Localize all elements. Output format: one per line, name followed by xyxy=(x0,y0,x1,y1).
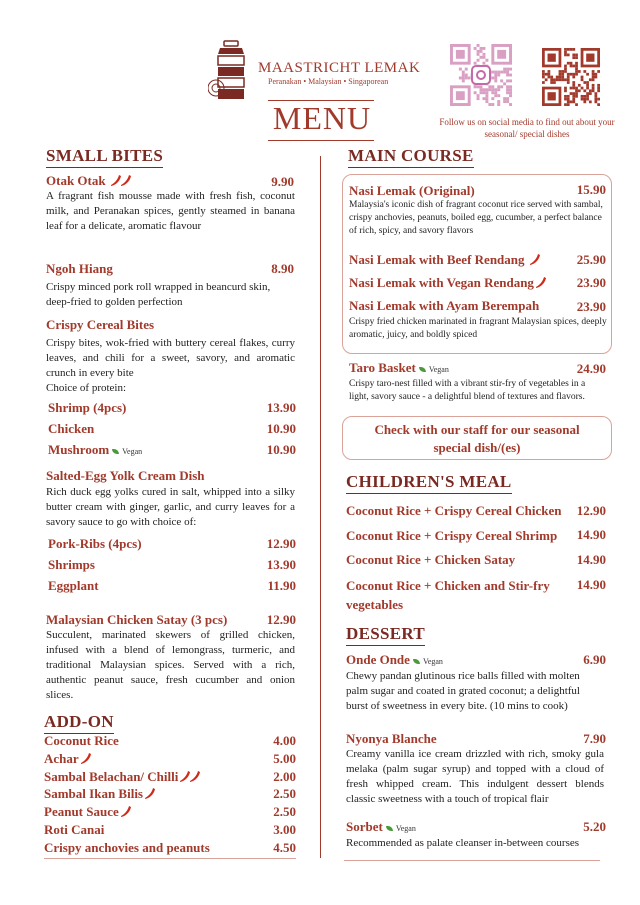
beef-rendang-label: Nasi Lemak with Beef Rendang xyxy=(349,252,525,267)
addon-item-name xyxy=(44,751,93,769)
addon-item-price: 4.00 xyxy=(273,733,296,748)
addon-item-price: 4.50 xyxy=(273,840,296,855)
seasonal-notice: Check with our staff for our seasonal special dish/(es) xyxy=(374,422,580,455)
salted-egg-name: Salted-Egg Yolk Cream Dish xyxy=(46,468,205,483)
vegan-leaf-icon xyxy=(386,826,393,831)
addon-item-name xyxy=(44,822,104,838)
main-course-heading: MAIN COURSE xyxy=(348,146,474,168)
onde-onde-name xyxy=(346,652,443,668)
sorbet-label: Sorbet xyxy=(346,819,383,834)
chili-icon xyxy=(534,275,548,293)
addon-item-name xyxy=(44,840,210,856)
bottom-rule-right xyxy=(344,860,600,861)
salted-egg-description: Rich duck egg yolks cured in salt, whipped into a silky butter cream with ginger, garlic, and curry leaves for a savory sauce to go with choice of: xyxy=(46,486,295,528)
menu-title: MENU xyxy=(272,100,372,136)
nyonya-blanche-description: Creamy vanilla ice cream drizzled with rich, smoky gula melaka (palm sugar syrup) and topped with a cloud of fresh whipped cream. This indulgent dessert blends classic sweetness with a touch of tropical flair xyxy=(346,748,604,805)
column-divider xyxy=(320,156,321,858)
nasi-lemak-price: 15.90 xyxy=(576,182,606,197)
kids-cereal-shrimp-name: Coconut Rice + Crispy Cereal Shrimp xyxy=(346,528,558,543)
kids-cereal-shrimp-price: 14.90 xyxy=(576,527,606,542)
vegan-leaf-icon xyxy=(419,367,426,372)
eggplant-option-price: 11.90 xyxy=(267,578,296,593)
ngoh-hiang-price: 8.90 xyxy=(271,261,294,276)
addon-item-name xyxy=(44,786,157,804)
mushroom-option-name xyxy=(48,442,142,458)
taro-basket-description: Crispy taro-nest filled with a vibrant stir-fry of vegetables in a light, savory sauce - a delightful blend of textures and flavors. xyxy=(349,379,586,402)
vegan-rendang-price: 23.90 xyxy=(576,275,606,290)
chili-icon xyxy=(143,786,157,804)
mushroom-label: Mushroom xyxy=(48,442,110,457)
addon-item-price: 3.00 xyxy=(273,822,296,837)
kids-cereal-chicken-price: 12.90 xyxy=(576,503,606,518)
brand-tagline: Peranakan • Malaysian • Singaporean xyxy=(268,77,389,86)
onde-onde-price: 6.90 xyxy=(583,652,606,667)
ayam-berempah-name: Nasi Lemak with Ayam Berempah xyxy=(349,298,540,313)
follow-social-text: Follow us on social media to find out about your seasonal/ special dishes xyxy=(439,117,615,139)
chili-icon xyxy=(528,252,542,270)
vegan-leaf-icon xyxy=(413,659,420,664)
satay-description: Succulent, marinated skewers of grilled chicken, infused with a blend of lemongrass, turmeric, and traditional Malaysian spices. Served with a rich, authentic peanut sauce, fresh cucumber and onion slices. xyxy=(46,629,295,701)
otak-otak-price: 9.90 xyxy=(271,174,294,189)
beef-rendang-name xyxy=(349,252,542,270)
pork-ribs-option-name: Pork-Ribs (4pcs) xyxy=(48,536,142,551)
ngoh-hiang-name: Ngoh Hiang xyxy=(46,261,113,276)
chicken-option-price: 10.90 xyxy=(266,421,296,436)
otak-otak-label: Otak Otak xyxy=(46,173,106,188)
sorbet-price: 5.20 xyxy=(583,819,606,834)
nyonya-blanche-price: 7.90 xyxy=(583,731,606,746)
vegan-leaf-icon xyxy=(112,449,119,454)
ayam-berempah-description: Crispy fried chicken marinated in fragrant Malaysian spices, deeply aromatic, juicy, and boldly spiced xyxy=(349,317,607,340)
chicken-option-name: Chicken xyxy=(48,421,95,436)
vegan-tag: Vegan xyxy=(428,365,449,374)
addon-item-price: 2.50 xyxy=(273,804,296,819)
vegan-tag: Vegan xyxy=(122,447,143,456)
satay-price: 12.90 xyxy=(266,612,296,627)
ngoh-hiang-description: Crispy minced pork roll wrapped in beancurd skin, deep-fried to golden perfection xyxy=(46,281,271,308)
addon-item-price: 2.00 xyxy=(273,769,296,784)
nasi-lemak-name: Nasi Lemak (Original) xyxy=(349,183,475,198)
bottom-rule-left xyxy=(44,858,296,859)
onde-onde-description: Chewy pandan glutinous rice balls filled with molten palm sugar and coated in grated coconut; a delightful burst of sweetness in every bite. (10 mins to cook) xyxy=(346,670,580,712)
taro-basket-price: 24.90 xyxy=(576,361,606,376)
addon-item-name xyxy=(44,733,119,749)
protein-choice-label: Choice of protein: xyxy=(46,382,127,394)
kids-satay-name: Coconut Rice + Chicken Satay xyxy=(346,552,516,567)
kids-stirfry-name: Coconut Rice + Chicken and Stir-fry xyxy=(346,578,550,593)
kids-stirfry-price: 14.90 xyxy=(576,577,606,592)
chili-icon xyxy=(79,751,93,769)
kids-cereal-chicken-name: Coconut Rice + Crispy Cereal Chicken xyxy=(346,503,562,518)
chili-icon xyxy=(119,804,133,822)
addon-item-label: Peanut Sauce xyxy=(44,804,119,819)
addon-item-label: Roti Canai xyxy=(44,822,105,837)
small-bites-heading: SMALL BITES xyxy=(46,146,163,168)
addon-heading: ADD-ON xyxy=(44,712,114,734)
vegan-rendang-name xyxy=(349,275,548,293)
sorbet-name xyxy=(346,819,416,835)
kids-satay-price: 14.90 xyxy=(576,552,606,567)
crispy-cereal-description: Crispy bites, wok-fried with buttery cereal flakes, curry leaves, and chili for a sweet, savory, and aromatic crunch in every bite xyxy=(46,337,295,379)
vegan-rendang-label: Nasi Lemak with Vegan Rendang xyxy=(349,275,534,290)
eggplant-option-name: Eggplant xyxy=(48,578,99,593)
dessert-heading: DESSERT xyxy=(346,624,425,646)
onde-onde-label: Onde Onde xyxy=(346,652,410,667)
nasi-lemak-description: Malaysia's iconic dish of fragrant coconut rice served with sambal, crispy anchovies, peanuts, boiled egg, cucumber, a perfect balance of rich, spicy, and savory flavors xyxy=(349,200,603,236)
addon-item-name xyxy=(44,804,133,822)
beef-rendang-price: 25.90 xyxy=(576,252,606,267)
taro-basket-name xyxy=(349,360,449,376)
sorbet-description: Recommended as palate cleanser in-between courses xyxy=(346,837,580,849)
addon-item-price: 2.50 xyxy=(273,786,296,801)
addon-item-label: Sambal Ikan Bilis xyxy=(44,786,143,801)
addon-item-price: 5.00 xyxy=(273,751,296,766)
addon-item-label: Sambal Belachan/ Chilli xyxy=(44,769,179,784)
shrimps-option-name: Shrimps xyxy=(48,557,95,572)
qr-code[interactable] xyxy=(542,48,600,106)
childrens-meal-heading: CHILDREN'S MEAL xyxy=(346,472,512,494)
brand-name: MAASTRICHT LEMAK xyxy=(258,60,421,76)
addon-item-label: Coconut Rice xyxy=(44,733,119,748)
instagram-qr-code[interactable] xyxy=(450,44,512,106)
menu-title-rule-bottom xyxy=(268,140,374,141)
vegan-tag: Vegan xyxy=(422,657,443,666)
addon-item-name xyxy=(44,769,202,787)
ayam-berempah-price: 23.90 xyxy=(576,299,606,314)
shrimp-option-price: 13.90 xyxy=(266,400,296,415)
addon-item-label: Achar xyxy=(44,751,79,766)
shrimps-option-price: 13.90 xyxy=(266,557,296,572)
mushroom-option-price: 10.90 xyxy=(266,442,296,457)
pork-ribs-option-price: 12.90 xyxy=(266,536,296,551)
tiffin-logo xyxy=(208,40,256,102)
kids-stirfry-name-line2: vegetables xyxy=(346,597,404,612)
shrimp-option-name: Shrimp (4pcs) xyxy=(48,400,127,415)
otak-otak-description: A fragrant fish mousse made with fresh fish, coconut milk, and Peranakan spices, gently steamed in banana leaf for a delicate, aromatic flavour xyxy=(46,190,295,232)
chili-icon xyxy=(178,769,202,787)
vegan-tag: Vegan xyxy=(395,824,416,833)
nyonya-blanche-name: Nyonya Blanche xyxy=(346,731,437,746)
satay-name: Malaysian Chicken Satay (3 pcs) xyxy=(46,612,228,627)
addon-item-label: Crispy anchovies and peanuts xyxy=(44,840,210,855)
taro-basket-label: Taro Basket xyxy=(349,360,416,375)
crispy-cereal-name: Crispy Cereal Bites xyxy=(46,317,155,332)
